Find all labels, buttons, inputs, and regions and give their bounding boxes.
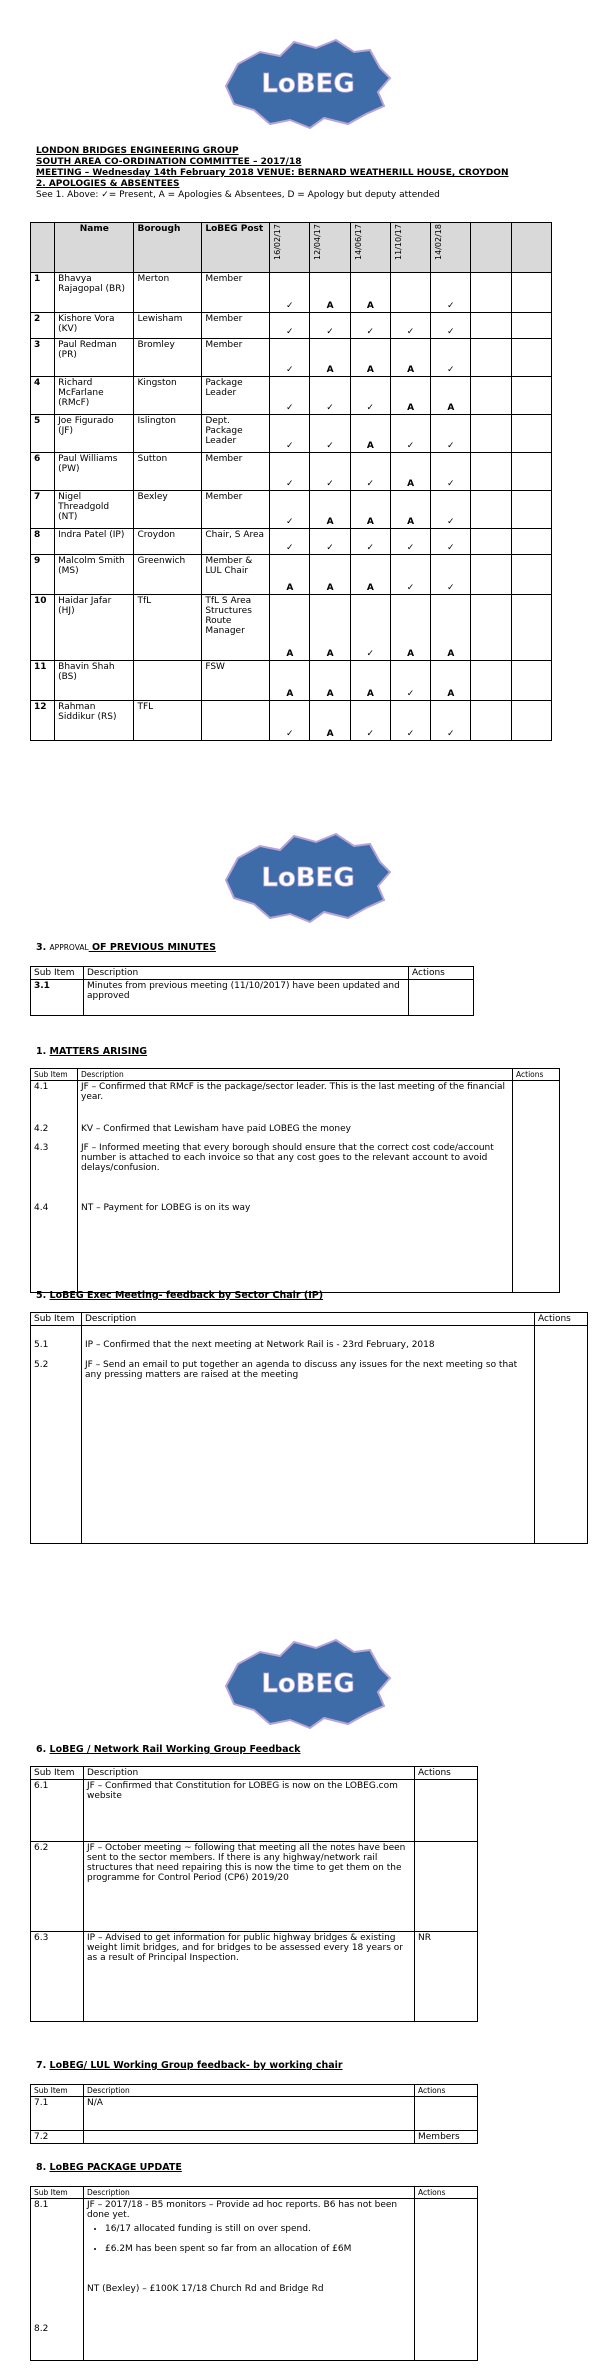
attendance-mark: ✓ bbox=[270, 273, 310, 313]
lul-working-group-table: Sub Item Description Actions 7.1 N/A 7.2 Members bbox=[30, 2084, 478, 2144]
empty-cell bbox=[471, 273, 511, 313]
attendance-row bbox=[31, 339, 552, 377]
row-number: 2 bbox=[31, 313, 55, 339]
lobeg-logo bbox=[220, 34, 396, 130]
section-6-title: 6. LoBEG / Network Rail Working Group Feedback bbox=[36, 1744, 301, 1755]
section-3-title: 3. APPROVAL OF PREVIOUS MINUTES bbox=[36, 942, 216, 953]
attendance-mark: ✓ bbox=[270, 701, 310, 741]
exec-meeting-table: Sub Item Description Actions 5.1 5.2 IP – Confirmed that the next meeting at Network Rail is - 23rd February, 2018 JF – Send an email to put together an agenda to discuss any issues for the next meeting so that any pressing matters are raised at the meeting bbox=[30, 1312, 588, 1544]
member-borough: Merton bbox=[134, 273, 202, 313]
empty-cell bbox=[511, 273, 551, 313]
attendance-mark: A bbox=[350, 555, 390, 595]
attendance-row bbox=[31, 595, 552, 661]
attendance-mark: A bbox=[310, 701, 350, 741]
attendance-mark: ✓ bbox=[270, 377, 310, 415]
attendance-mark: ✓ bbox=[431, 273, 471, 313]
row-number: 12 bbox=[31, 701, 55, 741]
attendance-mark: ✓ bbox=[270, 339, 310, 377]
network-rail-table: Sub Item Description Actions 6.1 JF – Confirmed that Constitution for LOBEG is now on the LOBEG.com website 6.2 JF – October meeting ~ following that meeting all the notes have been sent to the sector members. If there is any highway/network rail structures that need repairing this is now the time to get them on the programme for Control Period (CP6) 2019/20 6.3 IP – Advised to get information for public highway bridges & existing weight limit bridges, and for bridges to be assessed every 18 years or as a result of Principal Inspection. NR bbox=[30, 1766, 478, 2022]
col-name: Name bbox=[55, 223, 134, 273]
row-number: 4 bbox=[31, 377, 55, 415]
attendance-mark: ✓ bbox=[350, 701, 390, 741]
member-borough: Sutton bbox=[134, 453, 202, 491]
attendance-mark: A bbox=[350, 415, 390, 453]
item-description: NT – Payment for LOBEG is on its way bbox=[81, 1203, 251, 1213]
attendance-mark: A bbox=[390, 377, 430, 415]
attendance-mark: ✓ bbox=[431, 339, 471, 377]
empty-cell bbox=[471, 491, 511, 529]
bullet-item: • £6.2M has been spent so far from an allocation of £6M bbox=[105, 2244, 411, 2254]
member-post bbox=[202, 701, 270, 741]
member-name: Joe Figurado (JF) bbox=[55, 415, 134, 453]
svg-text:LoBEG: LoBEG bbox=[261, 1669, 355, 1699]
row-number: 7 bbox=[31, 491, 55, 529]
attendance-mark: ✓ bbox=[431, 313, 471, 339]
member-name: Haidar Jafar (HJ) bbox=[55, 595, 134, 661]
attendance-mark: ✓ bbox=[350, 313, 390, 339]
member-post: Package Leader bbox=[202, 377, 270, 415]
committee-name: SOUTH AREA CO-ORDINATION COMMITTEE – 2017/18 bbox=[36, 157, 302, 167]
attendance-mark: ✓ bbox=[390, 701, 430, 741]
sub-item-number: 8.1 bbox=[34, 2200, 49, 2210]
attendance-mark: A bbox=[390, 491, 430, 529]
sub-item-number: 4.4 bbox=[34, 1203, 49, 1213]
attendance-mark: A bbox=[350, 661, 390, 701]
col-post: LoBEG Post bbox=[202, 223, 270, 273]
sub-item-number: 8.2 bbox=[34, 2324, 49, 2334]
attendance-mark: A bbox=[390, 453, 430, 491]
svg-text:LoBEG: LoBEG bbox=[261, 69, 355, 99]
attendance-mark: ✓ bbox=[310, 529, 350, 555]
attendance-mark: ✓ bbox=[390, 313, 430, 339]
member-borough: TfL bbox=[134, 595, 202, 661]
member-name: Rahman Siddikur (RS) bbox=[55, 701, 134, 741]
attendance-row bbox=[31, 415, 552, 453]
empty-cell bbox=[511, 555, 551, 595]
attendance-table bbox=[30, 222, 552, 741]
attendance-mark: ✓ bbox=[310, 313, 350, 339]
attendance-mark: A bbox=[310, 661, 350, 701]
attendance-mark: ✓ bbox=[431, 701, 471, 741]
sub-item-number: 4.2 bbox=[34, 1124, 49, 1134]
member-post: Chair, S Area bbox=[202, 529, 270, 555]
col-date: 12/04/17 bbox=[313, 224, 323, 260]
member-name: Richard McFarlane (RMcF) bbox=[55, 377, 134, 415]
lobeg-logo bbox=[220, 1634, 396, 1730]
empty-cell bbox=[511, 661, 551, 701]
member-borough: Lewisham bbox=[134, 313, 202, 339]
attendance-mark: A bbox=[431, 377, 471, 415]
bullet-item: • 16/17 allocated funding is still on over spend. bbox=[105, 2224, 411, 2234]
attendance-mark: ✓ bbox=[270, 415, 310, 453]
item-description: IP – Confirmed that the next meeting at Network Rail is - 23rd February, 2018 bbox=[85, 1340, 435, 1350]
attendance-mark: ✓ bbox=[270, 453, 310, 491]
attendance-row bbox=[31, 529, 552, 555]
funding-bullets bbox=[105, 2224, 411, 2254]
section-8-title: 8. LoBEG PACKAGE UPDATE bbox=[36, 2162, 182, 2173]
col-date: 14/06/17 bbox=[353, 224, 363, 260]
empty-cell bbox=[471, 555, 511, 595]
item-description: JF – 2017/18 - B5 monitors – Provide ad hoc reports. B6 has not been done yet. bbox=[87, 2200, 398, 2220]
attendance-mark: A bbox=[390, 595, 430, 661]
meeting-header bbox=[36, 146, 596, 201]
attendance-mark: ✓ bbox=[310, 415, 350, 453]
attendance-mark: ✓ bbox=[390, 529, 430, 555]
row-number: 10 bbox=[31, 595, 55, 661]
empty-cell bbox=[471, 595, 511, 661]
attendance-mark: ✓ bbox=[390, 415, 430, 453]
member-name: Paul Williams (PW) bbox=[55, 453, 134, 491]
attendance-mark: A bbox=[431, 595, 471, 661]
member-post: Dept. Package Leader bbox=[202, 415, 270, 453]
member-borough: Islington bbox=[134, 415, 202, 453]
empty-cell bbox=[511, 529, 551, 555]
member-borough: TFL bbox=[134, 701, 202, 741]
attendance-mark: A bbox=[310, 595, 350, 661]
member-name: Bhavin Shah (BS) bbox=[55, 661, 134, 701]
attendance-mark: A bbox=[270, 595, 310, 661]
member-name: Kishore Vora (KV) bbox=[55, 313, 134, 339]
attendance-mark: ✓ bbox=[390, 661, 430, 701]
attendance-mark: A bbox=[310, 339, 350, 377]
attendance-mark: ✓ bbox=[431, 555, 471, 595]
attendance-mark: A bbox=[310, 491, 350, 529]
section-title: 2. APOLOGIES & ABSENTEES bbox=[36, 179, 180, 189]
matters-arising-table: Sub Item Description Actions 4.1 4.2 4.3 4.4 JF – Confirmed that RMcF is the package/sector leader. This is the last meeting of the financial year. KV – Confirmed that Lewisham have paid LOBEG the money JF – Informed meeting that every borough should ensure that the correct cost code/account number is attached to each invoice so that any cost goes to the relevant account to avoid delays/confusion. NT – Payment for LOBEG is on its way bbox=[30, 1068, 560, 1293]
item-description: KV – Confirmed that Lewisham have paid LOBEG the money bbox=[81, 1124, 351, 1134]
empty-cell bbox=[511, 453, 551, 491]
member-borough: Kingston bbox=[134, 377, 202, 415]
attendance-mark: A bbox=[270, 555, 310, 595]
member-post: Member bbox=[202, 339, 270, 377]
sub-item-number: 4.3 bbox=[34, 1143, 49, 1153]
member-post: TfL S Area Structures Route Manager bbox=[202, 595, 270, 661]
svg-text:LoBEG: LoBEG bbox=[261, 863, 355, 893]
attendance-legend: See 1. Above: ✓= Present, A = Apologies & Absentees, D = Apology but deputy attended bbox=[36, 190, 440, 200]
attendance-mark bbox=[390, 273, 430, 313]
minutes-table: Sub Item Description Actions 3.1 Minutes from previous meeting (11/10/2017) have been updated and approved bbox=[30, 966, 474, 1016]
attendance-row bbox=[31, 377, 552, 415]
attendance-row bbox=[31, 313, 552, 339]
col-date: 11/10/17 bbox=[393, 224, 403, 260]
row-number: 11 bbox=[31, 661, 55, 701]
attendance-mark: ✓ bbox=[431, 453, 471, 491]
package-update-table: Sub Item Description Actions 8.1 8.2 JF – 2017/18 - B5 monitors – Provide ad hoc reports. B6 has not been done yet. • 16/17 allocated funding is still on over spend. • £6.2M has been spent so far from an allocation of £6M NT (Bexley) – £100K 17/18 Church Rd and Bridge Rd bbox=[30, 2186, 478, 2361]
attendance-mark: A bbox=[350, 491, 390, 529]
member-borough: Bexley bbox=[134, 491, 202, 529]
member-name: Nigel Threadgold (NT) bbox=[55, 491, 134, 529]
empty-cell bbox=[511, 595, 551, 661]
col-date: 14/02/18 bbox=[434, 224, 444, 260]
empty-cell bbox=[471, 339, 511, 377]
attendance-mark: ✓ bbox=[350, 529, 390, 555]
attendance-row bbox=[31, 491, 552, 529]
member-borough bbox=[134, 661, 202, 701]
empty-cell bbox=[511, 313, 551, 339]
sub-item-number: 5.2 bbox=[34, 1360, 49, 1370]
empty-cell bbox=[471, 377, 511, 415]
attendance-mark: ✓ bbox=[270, 529, 310, 555]
row-number: 5 bbox=[31, 415, 55, 453]
item-description: JF – Confirmed that RMcF is the package/sector leader. This is the last meeting of the financial year. bbox=[81, 1082, 506, 1102]
empty-cell bbox=[511, 339, 551, 377]
section-5-title: 5. LoBEG Exec Meeting- feedback by Sector Chair (IP) bbox=[36, 1290, 324, 1301]
attendance-mark: ✓ bbox=[390, 555, 430, 595]
member-name: Bhavya Rajagopal (BR) bbox=[55, 273, 134, 313]
row-number: 8 bbox=[31, 529, 55, 555]
member-name: Malcolm Smith (MS) bbox=[55, 555, 134, 595]
row-number: 9 bbox=[31, 555, 55, 595]
attendance-mark: ✓ bbox=[310, 377, 350, 415]
row-number: 6 bbox=[31, 453, 55, 491]
item-description: NT (Bexley) – £100K 17/18 Church Rd and Bridge Rd bbox=[87, 2284, 324, 2294]
empty-cell bbox=[511, 415, 551, 453]
member-borough: Greenwich bbox=[134, 555, 202, 595]
sub-item-number: 5.1 bbox=[34, 1340, 49, 1350]
col-borough: Borough bbox=[134, 223, 202, 273]
empty-cell bbox=[511, 701, 551, 741]
member-post: Member & LUL Chair bbox=[202, 555, 270, 595]
attendance-mark: ✓ bbox=[350, 377, 390, 415]
attendance-mark: ✓ bbox=[350, 453, 390, 491]
empty-cell bbox=[471, 661, 511, 701]
empty-cell bbox=[471, 313, 511, 339]
member-post: FSW bbox=[202, 661, 270, 701]
empty-cell bbox=[471, 701, 511, 741]
attendance-row bbox=[31, 453, 552, 491]
attendance-mark: ✓ bbox=[270, 313, 310, 339]
member-post: Member bbox=[202, 453, 270, 491]
empty-cell bbox=[511, 377, 551, 415]
attendance-row bbox=[31, 555, 552, 595]
attendance-row bbox=[31, 701, 552, 741]
col-date: 16/02/17 bbox=[273, 224, 283, 260]
empty-cell bbox=[471, 415, 511, 453]
meeting-details: MEETING – Wednesday 14th February 2018 VENUE: BERNARD WEATHERILL HOUSE, CROYDON bbox=[36, 168, 509, 178]
member-post: Member bbox=[202, 491, 270, 529]
attendance-mark: ✓ bbox=[270, 491, 310, 529]
empty-cell bbox=[511, 491, 551, 529]
attendance-mark: ✓ bbox=[431, 415, 471, 453]
row-number: 1 bbox=[31, 273, 55, 313]
attendance-mark: A bbox=[310, 273, 350, 313]
empty-cell bbox=[471, 529, 511, 555]
item-description: JF – Informed meeting that every borough should ensure that the correct cost code/account number is attached to each invoice so that any cost goes to the relevant account to avoid delays/confusion. bbox=[81, 1143, 494, 1173]
attendance-mark: ✓ bbox=[350, 595, 390, 661]
section-4-title: 1. MATTERS ARISING bbox=[36, 1046, 148, 1057]
attendance-mark: A bbox=[350, 339, 390, 377]
attendance-row bbox=[31, 661, 552, 701]
empty-cell bbox=[471, 453, 511, 491]
attendance-mark: A bbox=[390, 339, 430, 377]
member-borough: Bromley bbox=[134, 339, 202, 377]
member-post: Member bbox=[202, 313, 270, 339]
attendance-mark: A bbox=[310, 555, 350, 595]
member-name: Paul Redman (PR) bbox=[55, 339, 134, 377]
member-borough: Croydon bbox=[134, 529, 202, 555]
org-name: LONDON BRIDGES ENGINEERING GROUP bbox=[36, 146, 239, 156]
attendance-mark: ✓ bbox=[310, 453, 350, 491]
attendance-mark: A bbox=[431, 661, 471, 701]
attendance-mark: A bbox=[350, 273, 390, 313]
attendance-mark: A bbox=[270, 661, 310, 701]
item-description: JF – Send an email to put together an agenda to discuss any issues for the next meeting so that any pressing matters are raised at the meeting bbox=[85, 1360, 518, 1380]
row-number: 3 bbox=[31, 339, 55, 377]
attendance-row bbox=[31, 273, 552, 313]
sub-item-number: 4.1 bbox=[34, 1082, 49, 1092]
member-name: Indra Patel (IP) bbox=[55, 529, 134, 555]
section-7-title: 7. LoBEG/ LUL Working Group feedback- by working chair bbox=[36, 2060, 343, 2071]
lobeg-logo bbox=[220, 828, 396, 924]
attendance-mark: ✓ bbox=[431, 491, 471, 529]
attendance-mark: ✓ bbox=[431, 529, 471, 555]
member-post: Member bbox=[202, 273, 270, 313]
